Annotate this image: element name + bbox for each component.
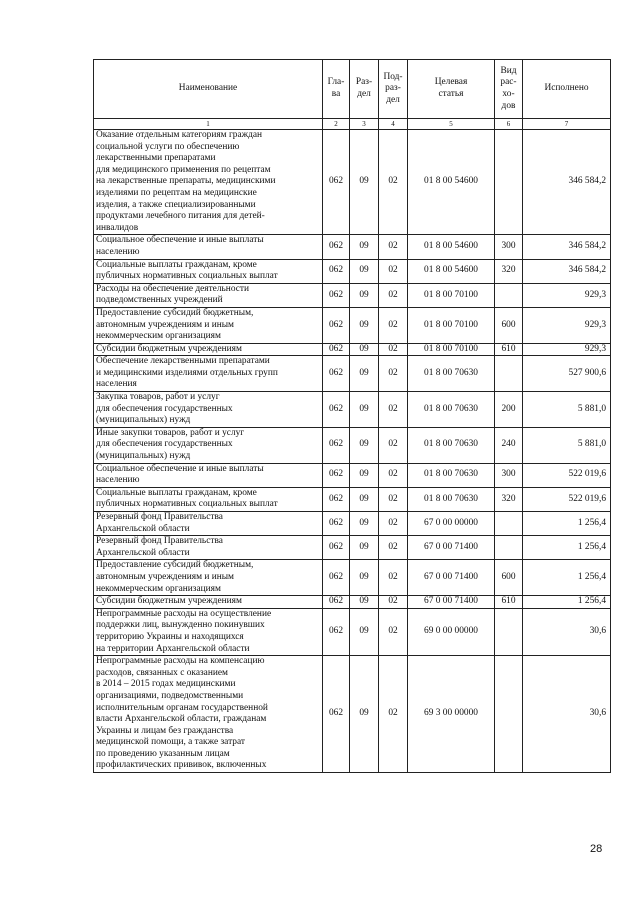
row-amount-cell: 1 256,4 [523, 596, 611, 609]
row-podrazdel-cell: 02 [379, 512, 408, 536]
row-podrazdel-cell: 02 [379, 463, 408, 487]
row-target-cell: 67 0 00 71400 [408, 560, 495, 596]
row-podrazdel-cell: 02 [379, 608, 408, 655]
row-razdel-cell: 09 [350, 427, 379, 463]
row-target-cell: 69 0 00 00000 [408, 608, 495, 655]
row-razdel-cell: 09 [350, 608, 379, 655]
row-amount-cell: 522 019,6 [523, 487, 611, 511]
row-vid-cell: 610 [495, 596, 523, 609]
row-glava-cell: 062 [323, 512, 350, 536]
row-amount-cell: 346 584,2 [523, 259, 611, 283]
row-razdel-cell: 09 [350, 259, 379, 283]
table-row [94, 487, 611, 511]
row-vid-cell: 320 [495, 259, 523, 283]
row-razdel-cell: 09 [350, 235, 379, 259]
row-razdel-cell: 09 [350, 596, 379, 609]
header-vid: Вид рас- хо- дов [495, 60, 523, 119]
row-target-cell: 69 3 00 00000 [408, 656, 495, 773]
col-number: 3 [350, 119, 379, 130]
row-vid-cell: 600 [495, 307, 523, 343]
budget-table-sheet [93, 59, 610, 773]
header-target: Целевая статья [408, 60, 495, 119]
table-row [94, 392, 611, 428]
row-name-cell: Закупка товаров, работ и услуг для обеспечения государственных (муниципальных) нужд [94, 392, 323, 428]
table-row [94, 656, 611, 773]
header-name: Наименование [94, 60, 323, 119]
row-vid-cell: 300 [495, 463, 523, 487]
row-glava-cell: 062 [323, 392, 350, 428]
table-row [94, 283, 611, 307]
col-number: 1 [94, 119, 323, 130]
row-razdel-cell: 09 [350, 512, 379, 536]
row-name-cell: Социальные выплаты гражданам, кроме публичных нормативных социальных выплат [94, 487, 323, 511]
row-glava-cell: 062 [323, 596, 350, 609]
row-razdel-cell: 09 [350, 560, 379, 596]
row-glava-cell: 062 [323, 283, 350, 307]
row-razdel-cell: 09 [350, 343, 379, 356]
row-razdel-cell: 09 [350, 463, 379, 487]
row-name-cell: Социальные выплаты гражданам, кроме публичных нормативных социальных выплат [94, 259, 323, 283]
row-razdel-cell: 09 [350, 487, 379, 511]
row-amount-cell: 5 881,0 [523, 427, 611, 463]
row-name-cell: Оказание отдельным категориям граждан социальной услуги по обеспечению лекарственными препаратами для медицинского применения по рецептам на лекарственные препараты, медицинскими изделиями по рецептам на медицинские изделия, а также специализированными продуктами лечебного питания для детей- инвалидов [94, 130, 323, 235]
row-podrazdel-cell: 02 [379, 283, 408, 307]
row-glava-cell: 062 [323, 259, 350, 283]
row-vid-cell: 320 [495, 487, 523, 511]
table-row [94, 259, 611, 283]
row-glava-cell: 062 [323, 130, 350, 235]
row-amount-cell: 522 019,6 [523, 463, 611, 487]
row-name-cell: Непрограммные расходы на осуществление поддержки лиц, вынужденно покинувших территорию Украины и находящихся на территории Архангельской области [94, 608, 323, 655]
row-name-cell: Иные закупки товаров, работ и услуг для обеспечения государственных (муниципальных) нужд [94, 427, 323, 463]
row-podrazdel-cell: 02 [379, 307, 408, 343]
row-name-cell: Предоставление субсидий бюджетным, автономным учреждениям и иным некоммерческим организациям [94, 560, 323, 596]
table-row [94, 608, 611, 655]
row-target-cell: 01 8 00 70630 [408, 427, 495, 463]
row-target-cell: 01 8 00 70630 [408, 392, 495, 428]
row-vid-cell [495, 536, 523, 560]
row-name-cell: Социальное обеспечение и иные выплаты населению [94, 235, 323, 259]
row-target-cell: 01 8 00 54600 [408, 235, 495, 259]
row-amount-cell: 1 256,4 [523, 536, 611, 560]
row-target-cell: 01 8 00 70630 [408, 463, 495, 487]
row-glava-cell: 062 [323, 427, 350, 463]
page-number: 28 [590, 843, 603, 855]
row-podrazdel-cell: 02 [379, 596, 408, 609]
row-podrazdel-cell: 02 [379, 536, 408, 560]
row-vid-cell [495, 283, 523, 307]
row-vid-cell: 300 [495, 235, 523, 259]
row-amount-cell: 1 256,4 [523, 512, 611, 536]
table-row [94, 356, 611, 392]
row-vid-cell: 600 [495, 560, 523, 596]
row-vid-cell [495, 656, 523, 773]
row-name-cell: Субсидии бюджетным учреждениям [94, 596, 323, 609]
row-vid-cell: 200 [495, 392, 523, 428]
row-name-cell: Предоставление субсидий бюджетным, автономным учреждениям и иным некоммерческим организациям [94, 307, 323, 343]
col-number: 2 [323, 119, 350, 130]
row-podrazdel-cell: 02 [379, 130, 408, 235]
table-row [94, 560, 611, 596]
header-podrazdel: Под- раз- дел [379, 60, 408, 119]
table-row [94, 130, 611, 235]
table-row [94, 463, 611, 487]
row-podrazdel-cell: 02 [379, 235, 408, 259]
col-number: 5 [408, 119, 495, 130]
column-numbers-row [94, 119, 611, 130]
row-amount-cell: 1 256,4 [523, 560, 611, 596]
row-razdel-cell: 09 [350, 656, 379, 773]
row-razdel-cell: 09 [350, 356, 379, 392]
row-amount-cell: 346 584,2 [523, 130, 611, 235]
header-glava: Гла- ва [323, 60, 350, 119]
row-vid-cell [495, 512, 523, 536]
row-glava-cell: 062 [323, 463, 350, 487]
row-name-cell: Резервный фонд Правительства Архангельской области [94, 512, 323, 536]
row-podrazdel-cell: 02 [379, 560, 408, 596]
budget-table [93, 59, 611, 773]
col-number: 6 [495, 119, 523, 130]
row-amount-cell: 30,6 [523, 608, 611, 655]
row-target-cell: 01 8 00 70100 [408, 307, 495, 343]
row-target-cell: 01 8 00 70630 [408, 487, 495, 511]
col-number: 7 [523, 119, 611, 130]
row-target-cell: 01 8 00 70630 [408, 356, 495, 392]
row-amount-cell: 929,3 [523, 343, 611, 356]
row-vid-cell [495, 356, 523, 392]
row-glava-cell: 062 [323, 560, 350, 596]
row-amount-cell: 527 900,6 [523, 356, 611, 392]
row-vid-cell: 240 [495, 427, 523, 463]
row-amount-cell: 346 584,2 [523, 235, 611, 259]
header-razdel: Раз- дел [350, 60, 379, 119]
table-row [94, 427, 611, 463]
row-vid-cell: 610 [495, 343, 523, 356]
row-target-cell: 01 8 00 54600 [408, 259, 495, 283]
table-row [94, 343, 611, 356]
row-razdel-cell: 09 [350, 307, 379, 343]
table-row [94, 596, 611, 609]
row-glava-cell: 062 [323, 536, 350, 560]
row-razdel-cell: 09 [350, 283, 379, 307]
row-glava-cell: 062 [323, 487, 350, 511]
row-name-cell: Расходы на обеспечение деятельности подведомственных учреждений [94, 283, 323, 307]
row-razdel-cell: 09 [350, 536, 379, 560]
table-row [94, 307, 611, 343]
row-podrazdel-cell: 02 [379, 392, 408, 428]
table-row [94, 512, 611, 536]
row-name-cell: Социальное обеспечение и иные выплаты населению [94, 463, 323, 487]
row-podrazdel-cell: 02 [379, 343, 408, 356]
row-podrazdel-cell: 02 [379, 656, 408, 773]
row-target-cell: 67 0 00 71400 [408, 536, 495, 560]
row-target-cell: 01 8 00 54600 [408, 130, 495, 235]
row-amount-cell: 30,6 [523, 656, 611, 773]
row-glava-cell: 062 [323, 656, 350, 773]
row-target-cell: 01 8 00 70100 [408, 283, 495, 307]
row-glava-cell: 062 [323, 343, 350, 356]
row-amount-cell: 929,3 [523, 307, 611, 343]
table-row [94, 235, 611, 259]
row-glava-cell: 062 [323, 235, 350, 259]
row-glava-cell: 062 [323, 356, 350, 392]
row-name-cell: Резервный фонд Правительства Архангельской области [94, 536, 323, 560]
row-target-cell: 01 8 00 70100 [408, 343, 495, 356]
table-row [94, 536, 611, 560]
row-name-cell: Обеспечение лекарственными препаратами и медицинскими изделиями отдельных групп населения [94, 356, 323, 392]
row-podrazdel-cell: 02 [379, 427, 408, 463]
row-podrazdel-cell: 02 [379, 487, 408, 511]
row-podrazdel-cell: 02 [379, 356, 408, 392]
row-vid-cell [495, 608, 523, 655]
header-done: Исполнено [523, 60, 611, 119]
row-glava-cell: 062 [323, 608, 350, 655]
row-name-cell: Субсидии бюджетным учреждениям [94, 343, 323, 356]
row-razdel-cell: 09 [350, 130, 379, 235]
row-podrazdel-cell: 02 [379, 259, 408, 283]
row-amount-cell: 929,3 [523, 283, 611, 307]
row-name-cell: Непрограммные расходы на компенсацию расходов, связанных с оказанием в 2014 – 2015 годах медицинскими организациями, подведомственными исполнительным органам государственной власти Архангельской области, гражданам Украины и лицам без гражданства медицинской помощи, а также затрат по проведению указанным лицам профилактических прививок, включенных [94, 656, 323, 773]
row-glava-cell: 062 [323, 307, 350, 343]
col-number: 4 [379, 119, 408, 130]
row-amount-cell: 5 881,0 [523, 392, 611, 428]
row-target-cell: 67 0 00 00000 [408, 512, 495, 536]
header-row [94, 60, 611, 119]
row-target-cell: 67 0 00 71400 [408, 596, 495, 609]
row-razdel-cell: 09 [350, 392, 379, 428]
row-vid-cell [495, 130, 523, 235]
